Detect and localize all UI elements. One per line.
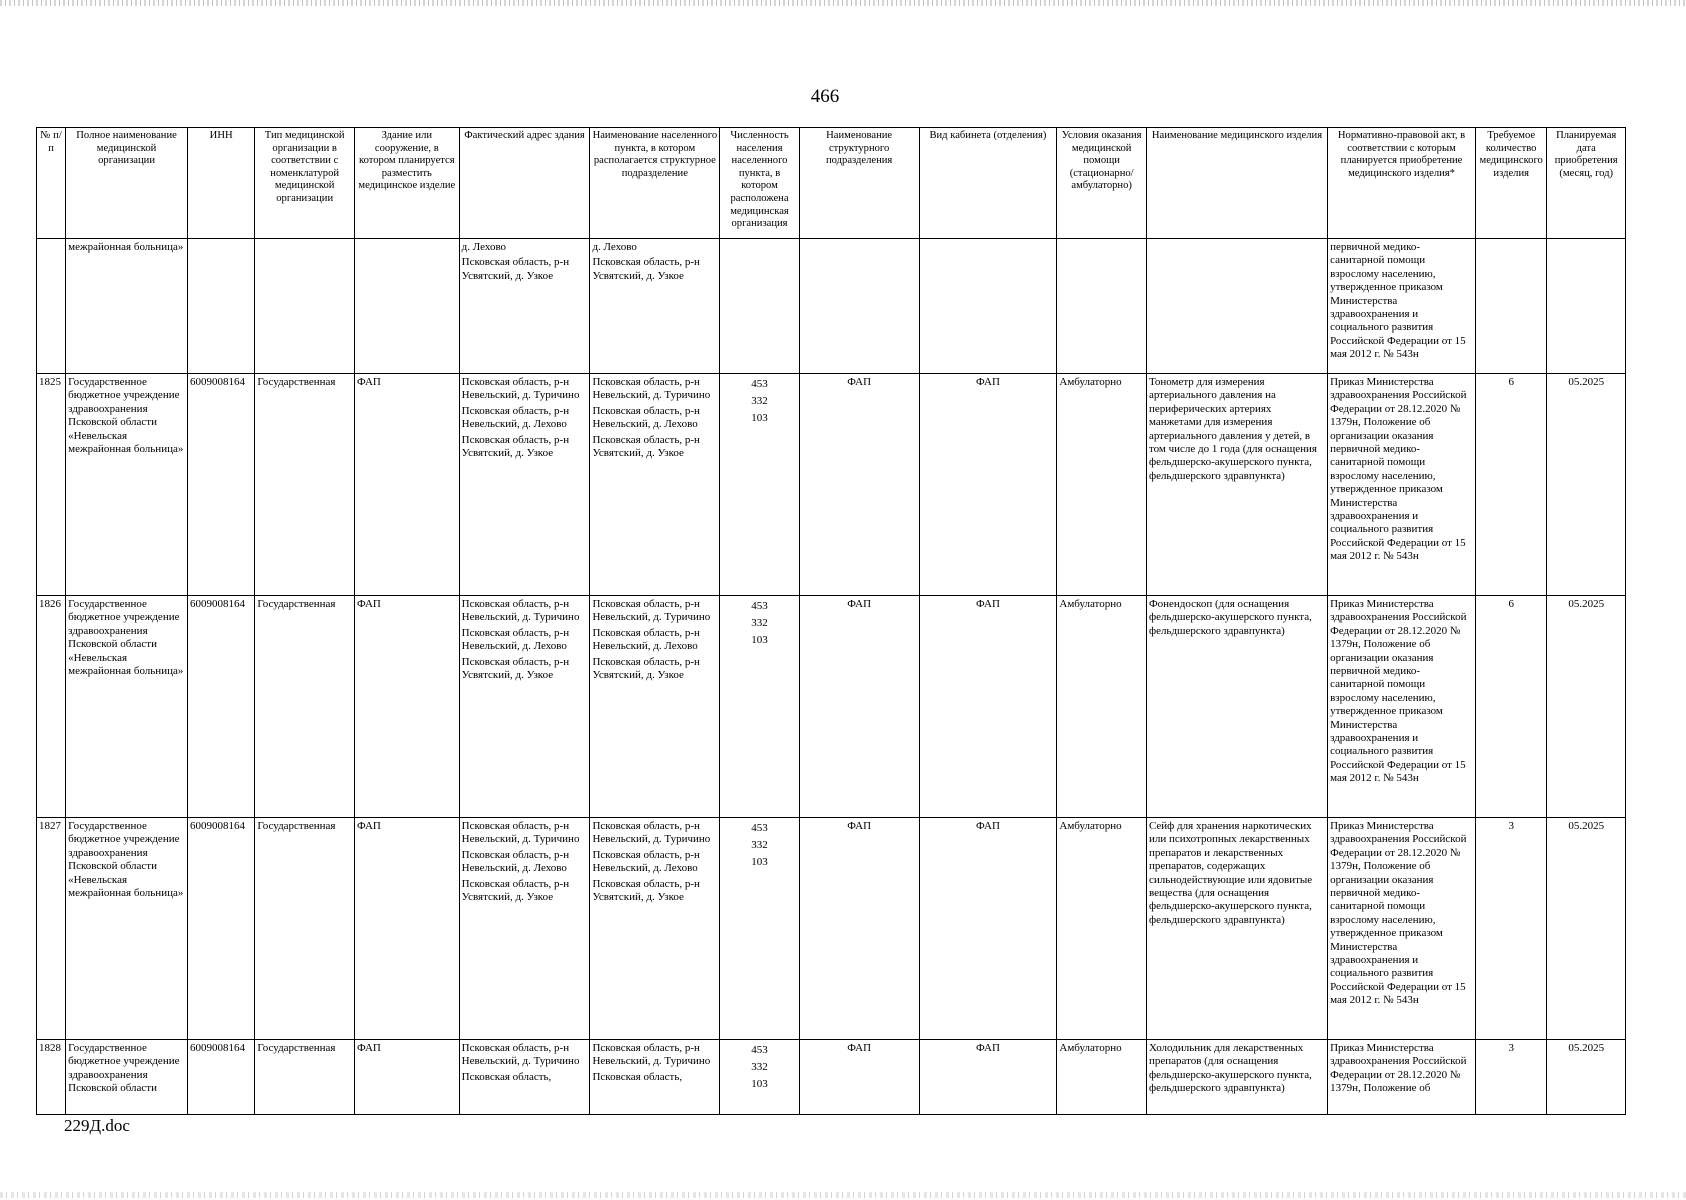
population-value: 103 bbox=[751, 856, 768, 868]
table-row bbox=[37, 818, 1626, 1040]
page-number: 466 bbox=[810, 86, 840, 107]
unit-cell: ФАП bbox=[799, 1040, 919, 1115]
locality-line: Псковская область, р-н Невельский, д. Туричино bbox=[592, 1042, 711, 1068]
address-line: Псковская область, р-н Невельский, д. Туричино bbox=[461, 1042, 580, 1068]
address-line: Псковская область, р-н Усвятский, д. Узкое bbox=[461, 877, 570, 904]
address-line: д. Лехово bbox=[461, 241, 507, 253]
date-cell: 05.2025 bbox=[1547, 1040, 1626, 1115]
population-value: 332 bbox=[751, 1061, 768, 1073]
inn-cell: 6009008164 bbox=[187, 818, 254, 1040]
address-line: Псковская область, р-н Невельский, д. Лехово bbox=[461, 626, 570, 653]
header-cell: Тип медицинской организации в соответствии с номенклатурой медицинской организации bbox=[255, 128, 355, 239]
quantity-cell bbox=[1475, 239, 1546, 374]
inn-cell: 6009008164 bbox=[187, 1040, 254, 1115]
address-cell bbox=[459, 818, 590, 1040]
inn-cell bbox=[187, 239, 254, 374]
scan-noise-bottom bbox=[0, 1192, 1686, 1198]
act-cell: первичной медико-санитарной помощи взрослому населению, утвержденное приказом Министерства здравоохранения и социального развития Российской Федерации от 15 мая 2012 г. № 543н bbox=[1328, 239, 1476, 374]
cabinet-cell: ФАП bbox=[919, 596, 1057, 818]
header-cell: Численность населения населенного пункта, в котором расположена медицинская организация bbox=[720, 128, 800, 239]
device-cell: Тонометр для измерения артериального давления на периферических артериях манжетами для измерения артериального давления у детей, в том числе до 1 года (для оснащения фельдшерско-акушерского пункта, фельдшерского здравпункта) bbox=[1146, 374, 1327, 596]
population-cell bbox=[720, 374, 800, 596]
cabinet-cell: ФАП bbox=[919, 818, 1057, 1040]
quantity-cell: 3 bbox=[1475, 818, 1546, 1040]
address-line: Псковская область, р-н Усвятский, д. Узкое bbox=[461, 256, 570, 282]
population-value: 453 bbox=[751, 378, 768, 390]
locality-cell bbox=[590, 239, 720, 374]
num-cell: 1827 bbox=[37, 818, 66, 1040]
type-cell: Государственная bbox=[255, 1040, 355, 1115]
type-cell bbox=[255, 239, 355, 374]
header-cell: Наименование населенного пункта, в котором располагается структурное подразделение bbox=[590, 128, 720, 239]
header-cell: Вид кабинета (отделения) bbox=[919, 128, 1057, 239]
org-cell: межрайонная больница» bbox=[66, 239, 188, 374]
population-value: 332 bbox=[751, 839, 768, 851]
header-cell: Здание или сооружение, в котором планируется разместить медицинское изделие bbox=[354, 128, 459, 239]
address-line: Псковская область, р-н Невельский, д. Туричино bbox=[461, 376, 580, 402]
table-row bbox=[37, 1040, 1626, 1115]
org-cell: Государственное бюджетное учреждение здравоохранения Псковской области «Невельская межрайонная больница» bbox=[66, 818, 188, 1040]
cabinet-cell bbox=[919, 239, 1057, 374]
quantity-cell: 3 bbox=[1475, 1040, 1546, 1115]
building-cell: ФАП bbox=[354, 1040, 459, 1115]
population-value: 103 bbox=[751, 634, 768, 646]
unit-cell: ФАП bbox=[799, 818, 919, 1040]
locality-line: Псковская область, р-н Невельский, д. Туричино bbox=[592, 598, 711, 624]
population-cell bbox=[720, 1040, 800, 1115]
org-cell: Государственное бюджетное учреждение здравоохранения Псковской области «Невельская межрайонная больница» bbox=[66, 374, 188, 596]
num-cell: 1826 bbox=[37, 596, 66, 818]
building-cell bbox=[354, 239, 459, 374]
device-cell: Фонендоскоп (для оснащения фельдшерско-акушерского пункта, фельдшерского здравпункта) bbox=[1146, 596, 1327, 818]
conditions-cell: Амбулаторно bbox=[1057, 374, 1147, 596]
population-cell bbox=[720, 818, 800, 1040]
address-cell bbox=[459, 374, 590, 596]
population-value: 453 bbox=[751, 822, 768, 834]
type-cell: Государственная bbox=[255, 596, 355, 818]
unit-cell: ФАП bbox=[799, 374, 919, 596]
locality-line: Псковская область, р-н Невельский, д. Лехово bbox=[592, 404, 700, 431]
header-cell: Наименование структурного подразделения bbox=[799, 128, 919, 239]
address-line: Псковская область, р-н Усвятский, д. Узкое bbox=[461, 655, 570, 682]
cabinet-cell: ФАП bbox=[919, 374, 1057, 596]
num-cell bbox=[37, 239, 66, 374]
act-cell: Приказ Министерства здравоохранения Российской Федерации от 28.12.2020 № 1379н, Положение об организации оказания первичной медико-санитарной помощи взрослому населению, утвержденное приказом Министерства здравоохранения и социального развития Российской Федерации от 15 мая 2012 г. № 543н bbox=[1328, 818, 1476, 1040]
conditions-cell: Амбулаторно bbox=[1057, 818, 1147, 1040]
locality-line: Псковская область, bbox=[592, 1070, 683, 1083]
act-cell: Приказ Министерства здравоохранения Российской Федерации от 28.12.2020 № 1379н, Положение об организации оказания первичной медико-санитарной помощи взрослому населению, утвержденное приказом Министерства здравоохранения и социального развития Российской Федерации от 15 мая 2012 г. № 543н bbox=[1328, 374, 1476, 596]
inn-cell: 6009008164 bbox=[187, 374, 254, 596]
address-line: Псковская область, р-н Невельский, д. Туричино bbox=[461, 820, 580, 846]
locality-cell bbox=[590, 1040, 720, 1115]
locality-line: Псковская область, р-н Усвятский, д. Узкое bbox=[592, 433, 700, 460]
inn-cell: 6009008164 bbox=[187, 596, 254, 818]
address-line: Псковская область, р-н Усвятский, д. Узкое bbox=[461, 433, 570, 460]
header-cell: Условия оказания медицинской помощи (стационарно/ амбулаторно) bbox=[1057, 128, 1147, 239]
quantity-cell: 6 bbox=[1475, 596, 1546, 818]
address-cell bbox=[459, 1040, 590, 1115]
locality-line: Псковская область, р-н Невельский, д. Туричино bbox=[592, 820, 711, 846]
act-cell: Приказ Министерства здравоохранения Российской Федерации от 28.12.2020 № 1379н, Положение об организации оказания первичной медико-санитарной помощи взрослому населению, утвержденное приказом Министерства здравоохранения и социального развития Российской Федерации от 15 мая 2012 г. № 543н bbox=[1328, 596, 1476, 818]
conditions-cell bbox=[1057, 239, 1147, 374]
locality-cell bbox=[590, 818, 720, 1040]
table-row-continuation bbox=[37, 239, 1626, 374]
population-value: 453 bbox=[751, 1044, 768, 1056]
building-cell: ФАП bbox=[354, 374, 459, 596]
conditions-cell: Амбулаторно bbox=[1057, 1040, 1147, 1115]
device-cell: Сейф для хранения наркотических или психотропных лекарственных препаратов и лекарственных препаратов, содержащих сильнодействующие или ядовитые вещества (для оснащения фельдшерско-акушерского пункта, фельдшерского здравпункта) bbox=[1146, 818, 1327, 1040]
address-cell bbox=[459, 596, 590, 818]
building-cell: ФАП bbox=[354, 596, 459, 818]
document-filename: 229Д.doc bbox=[64, 1116, 130, 1135]
header-row bbox=[37, 128, 1626, 239]
population-cell bbox=[720, 239, 800, 374]
population-value: 332 bbox=[751, 395, 768, 407]
population-value: 103 bbox=[751, 412, 768, 424]
locality-line: Псковская область, р-н Усвятский, д. Узкое bbox=[592, 655, 700, 682]
header-cell: Полное наименование медицинской организации bbox=[66, 128, 188, 239]
locality-line: Псковская область, р-н Усвятский, д. Узкое bbox=[592, 877, 700, 904]
act-cell: Приказ Министерства здравоохранения Российской Федерации от 28.12.2020 № 1379н, Положение об bbox=[1328, 1040, 1476, 1115]
num-cell: 1825 bbox=[37, 374, 66, 596]
locality-line: Псковская область, р-н Невельский, д. Лехово bbox=[592, 626, 700, 653]
building-cell: ФАП bbox=[354, 818, 459, 1040]
population-value: 453 bbox=[751, 600, 768, 612]
scan-noise-top bbox=[0, 0, 1686, 6]
address-line: Псковская область, р-н Невельский, д. Лехово bbox=[461, 404, 570, 431]
table-row bbox=[37, 596, 1626, 818]
locality-cell bbox=[590, 596, 720, 818]
population-value: 103 bbox=[751, 1078, 768, 1090]
population-value: 332 bbox=[751, 617, 768, 629]
equipment-register-table bbox=[36, 127, 1626, 1115]
type-cell: Государственная bbox=[255, 374, 355, 596]
address-line: Псковская область, bbox=[461, 1070, 552, 1083]
locality-line: Псковская область, р-н Невельский, д. Лехово bbox=[592, 848, 700, 875]
cabinet-cell: ФАП bbox=[919, 1040, 1057, 1115]
address-cell bbox=[459, 239, 590, 374]
org-cell: Государственное бюджетное учреждение здравоохранения Псковской области «Невельская межрайонная больница» bbox=[66, 596, 188, 818]
header-cell: Фактический адрес здания bbox=[459, 128, 590, 239]
header-cell: Планируемая дата приобретения (месяц, год) bbox=[1547, 128, 1626, 239]
num-cell: 1828 bbox=[37, 1040, 66, 1115]
table-row bbox=[37, 374, 1626, 596]
population-cell bbox=[720, 596, 800, 818]
date-cell bbox=[1547, 239, 1626, 374]
locality-line: Псковская область, р-н Невельский, д. Туричино bbox=[592, 376, 711, 402]
header-cell: ИНН bbox=[187, 128, 254, 239]
header-cell: № п/п bbox=[37, 128, 66, 239]
unit-cell bbox=[799, 239, 919, 374]
type-cell: Государственная bbox=[255, 818, 355, 1040]
date-cell: 05.2025 bbox=[1547, 374, 1626, 596]
unit-cell: ФАП bbox=[799, 596, 919, 818]
device-cell bbox=[1146, 239, 1327, 374]
org-cell: Государственное бюджетное учреждение здравоохранения Псковской области bbox=[66, 1040, 188, 1115]
address-line: Псковская область, р-н Невельский, д. Туричино bbox=[461, 598, 580, 624]
date-cell: 05.2025 bbox=[1547, 818, 1626, 1040]
conditions-cell: Амбулаторно bbox=[1057, 596, 1147, 818]
header-cell: Нормативно-правовой акт, в соответствии с которым планируется приобретение медицинского изделия* bbox=[1328, 128, 1476, 239]
header-cell: Требуемое количество медицинского изделия bbox=[1475, 128, 1546, 239]
locality-line: д. Лехово bbox=[592, 241, 637, 253]
locality-line: Псковская область, р-н Усвятский, д. Узкое bbox=[592, 256, 700, 282]
locality-cell bbox=[590, 374, 720, 596]
address-line: Псковская область, р-н Невельский, д. Лехово bbox=[461, 848, 570, 875]
quantity-cell: 6 bbox=[1475, 374, 1546, 596]
device-cell: Холодильник для лекарственных препаратов (для оснащения фельдшерско-акушерского пункта, фельдшерского здравпункта) bbox=[1146, 1040, 1327, 1115]
date-cell: 05.2025 bbox=[1547, 596, 1626, 818]
header-cell: Наименование медицинского изделия bbox=[1146, 128, 1327, 239]
